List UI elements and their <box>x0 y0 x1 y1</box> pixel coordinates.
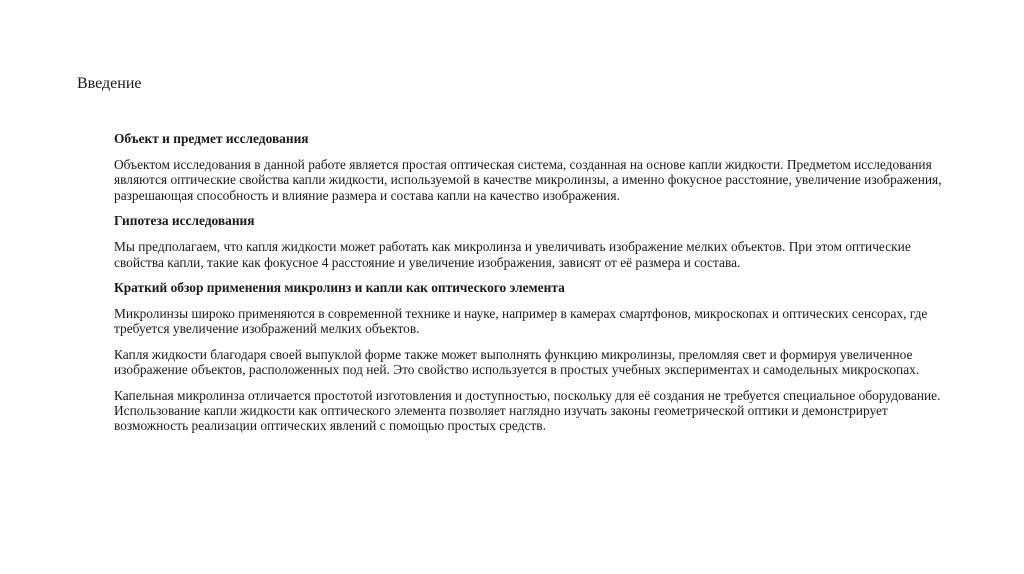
paragraph: Капля жидкости благодаря своей выпуклой форме также может выполнять функцию микролинзы, преломляя свет и формируя увеличенное изображение объектов, расположенных под ней. Это свойство используется в простых учебных экспериментах и самодельных микроскопах. <box>114 346 920 378</box>
page-title: Введение <box>77 75 142 92</box>
section-hypothesis <box>114 213 964 270</box>
section-heading: Объект и предмет исследования <box>114 131 309 146</box>
document-body <box>114 131 964 444</box>
paragraph: Микролинзы широко применяются в современной технике и науке, например в камерах смартфонов, микроскопах и оптических сенсорах, где требуется увеличение изображений мелких объектов. <box>114 306 928 337</box>
paragraph: Мы предполагаем, что капля жидкости может работать как микролинза и увеличивать изображение мелких объектов. При этом оптические свойства капли, такие как фокусное 4 расстояние и увеличение изображения, зависят от её размера и состава. <box>114 239 911 270</box>
section-heading: Гипотеза исследования <box>114 213 255 229</box>
paragraph: Объектом исследования в данной работе является простая оптическая система, созданная на основе капли жидкости. Предметом исследования являются оптические свойства капли жидкости, используемой в качестве микролинзы, а именно фокусное расстояние, увеличение изображения, разрешающая способность и влияние размера и состава капли на качество изображения. <box>114 157 942 203</box>
paragraph: Капельная микролинза отличается простотой изготовления и доступностью, поскольку для её создания не требуется специальное оборудование. Использование капли жидкости как оптического элемента позволяет наглядно изучать законы геометрической оптики и демонстрирует возможность реализации оптических явлений с помощью простых средств. <box>114 387 941 434</box>
section-object-subject <box>114 131 964 203</box>
section-overview <box>114 280 964 434</box>
section-heading: Краткий обзор применения микролинз и капли как оптического элемента <box>114 280 565 296</box>
